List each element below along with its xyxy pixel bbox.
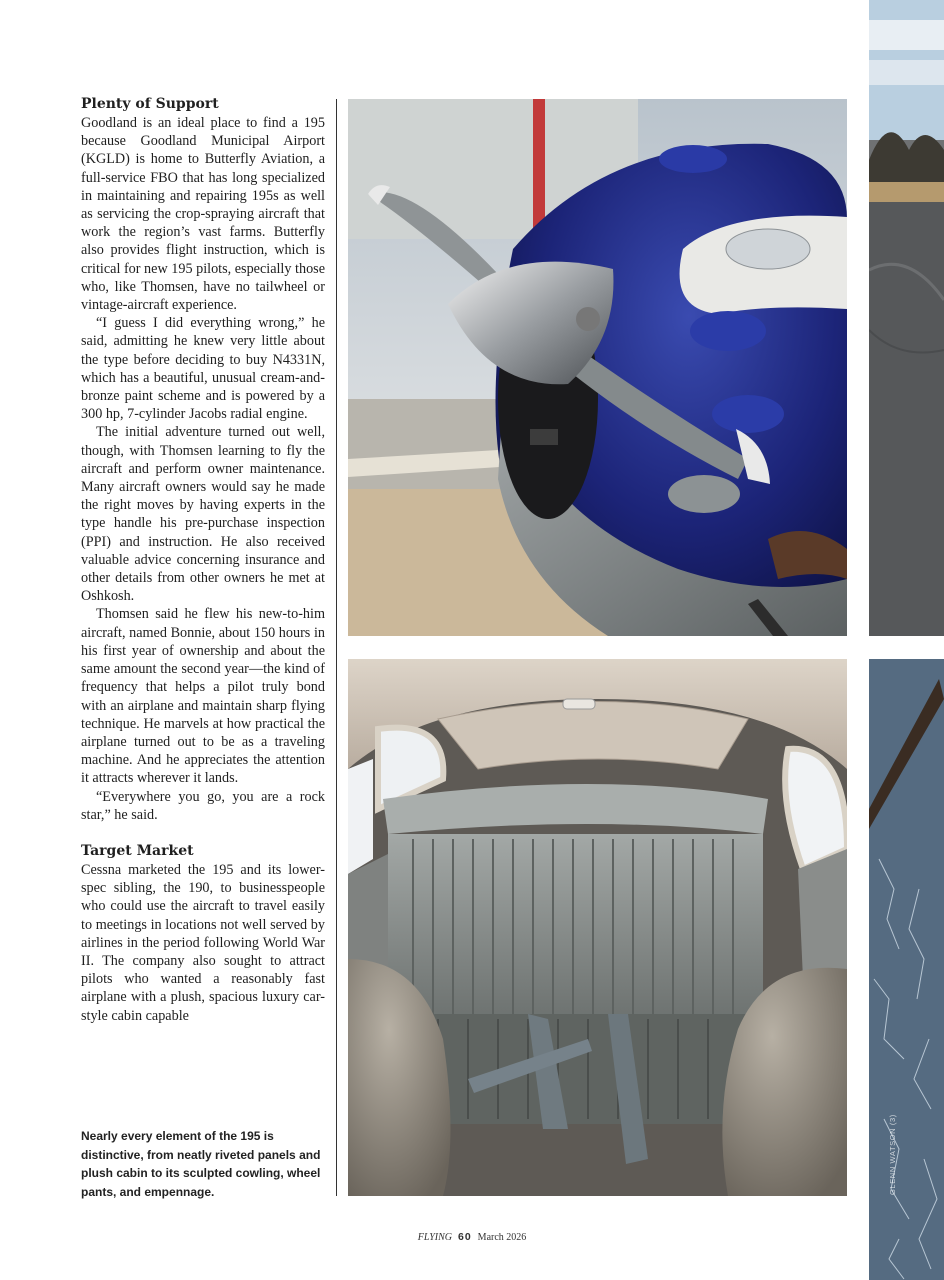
magazine-name: FLYING <box>417 1232 452 1243</box>
article-paragraph: The initial adventure turned out well, though, with Thomsen learning to fly the aircraft and perform owner maintenance. Many aircraft owners would say he made the right moves by having experts in the type handle his pre-purchase inspection (PPI) and instruction. He also received valuable advice concerning insurance and other details from other owners he met at Oshkosh. <box>81 424 325 605</box>
section-heading-target-market: Target Market <box>81 842 194 859</box>
article-paragraph: Cessna marketed the 195 and its lower-spec sibling, the 190, to businesspeople who could use the aircraft to travel easily to meetings in locations not well served by airlines in the period following World War II. The company also sought to attract pilots who wanted a reasonably fast airplane with a plush, spacious luxury car-style cabin capable <box>81 861 325 1024</box>
page-footer <box>0 1231 944 1243</box>
photo-bleed-runway <box>869 0 944 636</box>
issue-date: March 2026 <box>477 1232 527 1243</box>
column-divider <box>336 99 337 1196</box>
photo-bleed-tail <box>869 659 944 1280</box>
article-column <box>81 95 325 1025</box>
photo-cabin-interior <box>348 659 847 1196</box>
article-paragraph: Goodland is an ideal place to find a 195 because Goodland Municipal Airport (KGLD) is home to Butterfly Aviation, a full-service FBO that has long specialized in maintaining and repairing 195s as well as servicing the crop-spraying aircraft that work the region’s vast farms. Butterfly also provides flight instruction, which is critical for new 195 pilots, especially those who, like Thomsen, have no tailwheel or vintage-aircraft experience. <box>81 115 325 314</box>
article-paragraph: “Everywhere you go, you are a rock star,” he said. <box>81 788 325 823</box>
article-paragraph: “I guess I did everything wrong,” he said, admitting he knew very little about the type before deciding to buy N4331N, which has a beautiful, unusual cream-and-bronze paint scheme and is powered by a 300 hp, 7-cylinder Jacobs radial engine. <box>81 315 325 423</box>
photo-credit: GLENN WATSON (3) <box>888 1114 897 1195</box>
article-paragraph: Thomsen said he flew his new-to-him aircraft, named Bonnie, about 150 hours in his first year of ownership and about the same amount the second year—the kind of frequency that helps a pilot truly bond with an airplane and maintain sharp flying technique. He marvels at how practical the airplane turned out to be as a traveling machine. And he appreciates the attention it attracts wherever it lands. <box>81 606 325 787</box>
section-heading-plenty-of-support: Plenty of Support <box>81 96 219 112</box>
photo-caption: Nearly every element of the 195 is distinctive, from neatly riveted panels and plush cabin to its sculpted cowling, wheel pants, and empennage. <box>81 1129 321 1199</box>
page-number: 60 <box>457 1231 472 1243</box>
photo-engine-cowling <box>348 99 847 636</box>
